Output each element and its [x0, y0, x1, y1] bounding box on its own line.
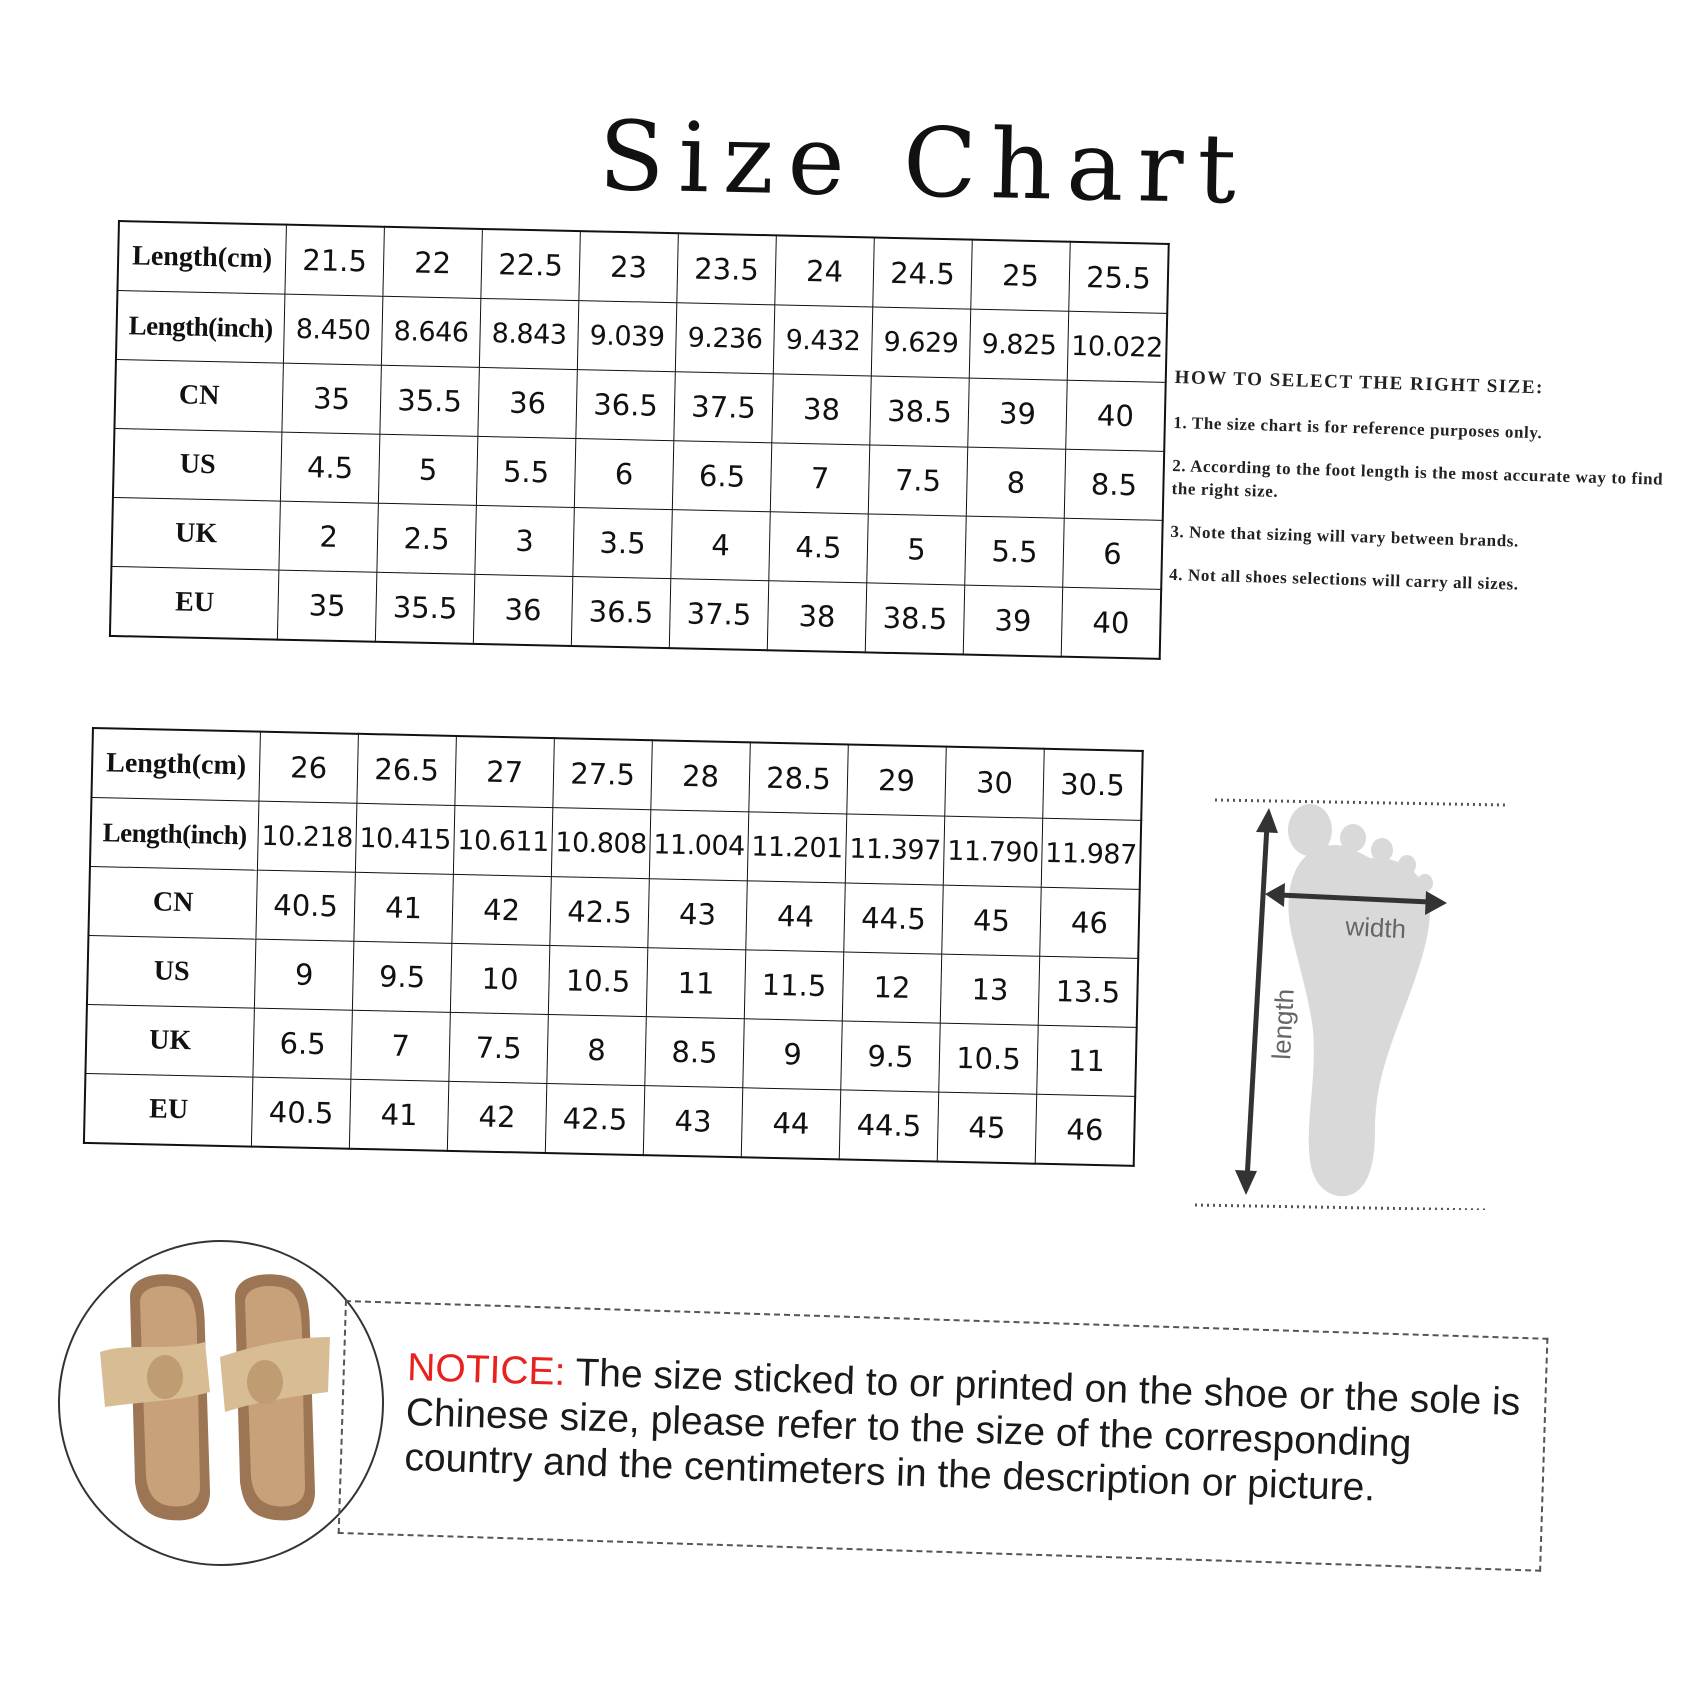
- table-cell: 43: [643, 1086, 742, 1158]
- table-cell: 38.5: [870, 376, 969, 447]
- table-cell: 35.5: [375, 572, 474, 644]
- table-cell: 41: [354, 872, 453, 943]
- table-cell: 45: [942, 885, 1041, 956]
- table-cell: 37.5: [674, 372, 773, 443]
- table-cell: 27: [455, 736, 554, 808]
- table-cell: 9.5: [352, 941, 451, 1012]
- table-cell: 44.5: [844, 883, 943, 954]
- row-header: UK: [85, 1004, 254, 1077]
- table-cell: 35: [277, 570, 376, 642]
- table-cell: 38.5: [865, 583, 964, 655]
- table-cell: 12: [842, 952, 941, 1023]
- table-cell: 6: [1063, 518, 1163, 589]
- right-sandal-icon: [220, 1274, 330, 1520]
- table-cell: 42.5: [545, 1084, 644, 1156]
- row-header: UK: [111, 497, 280, 570]
- row-header: Length(cm): [117, 221, 286, 294]
- table-cell: 9.629: [871, 307, 970, 378]
- length-label: length: [1266, 987, 1300, 1061]
- table-cell: 46: [1040, 887, 1140, 958]
- guide-item: 3. Note that sizing will vary between brands.: [1170, 521, 1520, 551]
- table-cell: 40: [1061, 587, 1161, 659]
- row-header: CN: [88, 866, 257, 939]
- row-header: EU: [110, 566, 279, 639]
- table-cell: 9.039: [577, 301, 676, 372]
- table-cell: 10: [450, 943, 549, 1014]
- table-cell: 10.415: [355, 803, 454, 874]
- table-cell: 40.5: [256, 870, 355, 941]
- table-cell: 11.5: [744, 950, 843, 1021]
- table-cell: 11.397: [845, 814, 944, 885]
- table-cell: 21.5: [285, 225, 384, 297]
- table-cell: 25: [971, 240, 1070, 312]
- table-cell: 42: [447, 1081, 546, 1153]
- table-cell: 7: [770, 443, 869, 514]
- table-cell: 39: [968, 378, 1067, 449]
- size-guide: [1168, 367, 1674, 620]
- product-image: [58, 1240, 384, 1566]
- table-cell: 5: [867, 514, 966, 585]
- table-cell: 10.611: [453, 805, 552, 876]
- size-table-small: [109, 220, 1170, 660]
- table-cell: 42: [452, 874, 551, 945]
- notice-body: The size sticked to or printed on the shoe or the sole is Chinese size, please refer to the size of the corresponding country and the centimeters in the description or picture.: [403, 1350, 1521, 1510]
- row-header: US: [87, 935, 256, 1008]
- table-cell: 10.5: [548, 946, 647, 1017]
- row-header: Length(inch): [116, 291, 285, 364]
- table-cell: 8.646: [381, 296, 480, 367]
- table-cell: 13.5: [1038, 956, 1138, 1027]
- page-title: Size Chart: [597, 100, 1252, 226]
- table-cell: 45: [937, 1092, 1036, 1164]
- top-dotted-line: [1215, 800, 1505, 805]
- table-cell: 36.5: [576, 370, 675, 441]
- notice-label: NOTICE:: [406, 1345, 567, 1394]
- table-cell: 9.5: [841, 1021, 940, 1092]
- table-cell: 8.5: [645, 1017, 744, 1088]
- table-cell: 10.218: [257, 801, 356, 872]
- table-cell: 10.022: [1067, 311, 1167, 382]
- foot-outline-icon: [1288, 804, 1433, 1196]
- table-cell: 7.5: [449, 1012, 548, 1083]
- table-cell: 40.5: [251, 1077, 350, 1149]
- table-cell: 9: [743, 1019, 842, 1090]
- table-cell: 4: [671, 510, 770, 581]
- table-cell: 11.790: [943, 816, 1042, 887]
- guide-title: HOW TO SELECT THE RIGHT SIZE:: [1174, 367, 1545, 399]
- size-table-large: [83, 727, 1144, 1167]
- table-cell: 13: [940, 954, 1039, 1025]
- table-cell: 6.5: [672, 441, 771, 512]
- table-cell: 24.5: [873, 238, 972, 310]
- foot-measure-diagram: [1185, 790, 1515, 1210]
- table-cell: 9.825: [969, 309, 1068, 380]
- row-header: EU: [84, 1073, 253, 1146]
- table-cell: 7.5: [868, 445, 967, 516]
- size-table: [109, 220, 1170, 660]
- table-cell: 25.5: [1069, 242, 1169, 314]
- table-cell: 37.5: [669, 579, 768, 651]
- table-cell: 22.5: [481, 229, 580, 301]
- table-cell: 38: [767, 581, 866, 653]
- table-cell: 4.5: [280, 432, 379, 503]
- table-cell: 36: [473, 574, 572, 646]
- table-cell: 5.5: [476, 436, 575, 507]
- table-cell: 5: [378, 434, 477, 505]
- table-cell: 5.5: [965, 516, 1064, 587]
- sandal-image: [60, 1242, 382, 1564]
- table-cell: 8.450: [283, 294, 382, 365]
- guide-item: 4. Not all shoes selections will carry all sizes.: [1168, 564, 1519, 594]
- table-cell: 44: [741, 1088, 840, 1160]
- left-sandal-icon: [100, 1274, 210, 1520]
- table-cell: 8.843: [479, 298, 578, 369]
- table-cell: 11: [646, 948, 745, 1019]
- table-cell: 44: [746, 881, 845, 952]
- table-cell: 29: [847, 745, 946, 817]
- table-cell: 36: [478, 367, 577, 438]
- row-header: Length(cm): [91, 728, 260, 801]
- table-cell: 39: [963, 585, 1062, 657]
- table-cell: 24: [775, 235, 874, 307]
- bottom-dotted-line: [1195, 1205, 1485, 1210]
- table-cell: 43: [648, 879, 747, 950]
- table-cell: 41: [349, 1079, 448, 1151]
- width-label: width: [1344, 911, 1407, 945]
- row-header: US: [113, 428, 282, 501]
- guide-item: 2. According to the foot length is the most accurate way to find the right size.: [1171, 455, 1664, 501]
- table-cell: 7: [351, 1010, 450, 1081]
- table-cell: 22: [383, 227, 482, 299]
- table-cell: 30.5: [1043, 749, 1143, 821]
- table-cell: 8: [966, 447, 1065, 518]
- table-cell: 23: [579, 231, 678, 303]
- table-cell: 3.5: [573, 508, 672, 579]
- table-cell: 11.987: [1041, 818, 1141, 889]
- table-cell: 9.432: [773, 305, 872, 376]
- table-cell: 11.201: [747, 812, 846, 883]
- table-cell: 26.5: [357, 734, 456, 806]
- table-cell: 28: [651, 740, 750, 812]
- table-cell: 9.236: [675, 303, 774, 374]
- table-cell: 28.5: [749, 742, 848, 814]
- row-header: CN: [114, 359, 283, 432]
- table-cell: 6.5: [253, 1008, 352, 1079]
- table-cell: 9: [254, 939, 353, 1010]
- table-cell: 8: [547, 1015, 646, 1086]
- table-cell: 3: [475, 505, 574, 576]
- table-cell: 42.5: [550, 877, 649, 948]
- guide-item: 1. The size chart is for reference purposes only.: [1173, 412, 1543, 443]
- table-cell: 4.5: [769, 512, 868, 583]
- row-header: Length(inch): [90, 798, 259, 871]
- table-cell: 2.5: [377, 503, 476, 574]
- table-cell: 10.808: [551, 808, 650, 879]
- table-cell: 36.5: [571, 577, 670, 649]
- size-table: [83, 727, 1144, 1167]
- table-cell: 10.5: [939, 1023, 1038, 1094]
- table-cell: 26: [259, 732, 358, 804]
- table-cell: 35: [282, 363, 381, 434]
- table-cell: 46: [1035, 1094, 1135, 1166]
- table-cell: 2: [279, 501, 378, 572]
- table-cell: 44.5: [839, 1090, 938, 1162]
- table-cell: 8.5: [1064, 449, 1164, 520]
- table-cell: 6: [574, 439, 673, 510]
- table-cell: 30: [945, 747, 1044, 819]
- table-cell: 40: [1066, 380, 1166, 451]
- table-cell: 27.5: [553, 738, 652, 810]
- table-cell: 38: [772, 374, 871, 445]
- table-cell: 23.5: [677, 233, 776, 305]
- table-cell: 35.5: [380, 365, 479, 436]
- table-cell: 11.004: [649, 810, 748, 881]
- table-cell: 11: [1037, 1025, 1137, 1096]
